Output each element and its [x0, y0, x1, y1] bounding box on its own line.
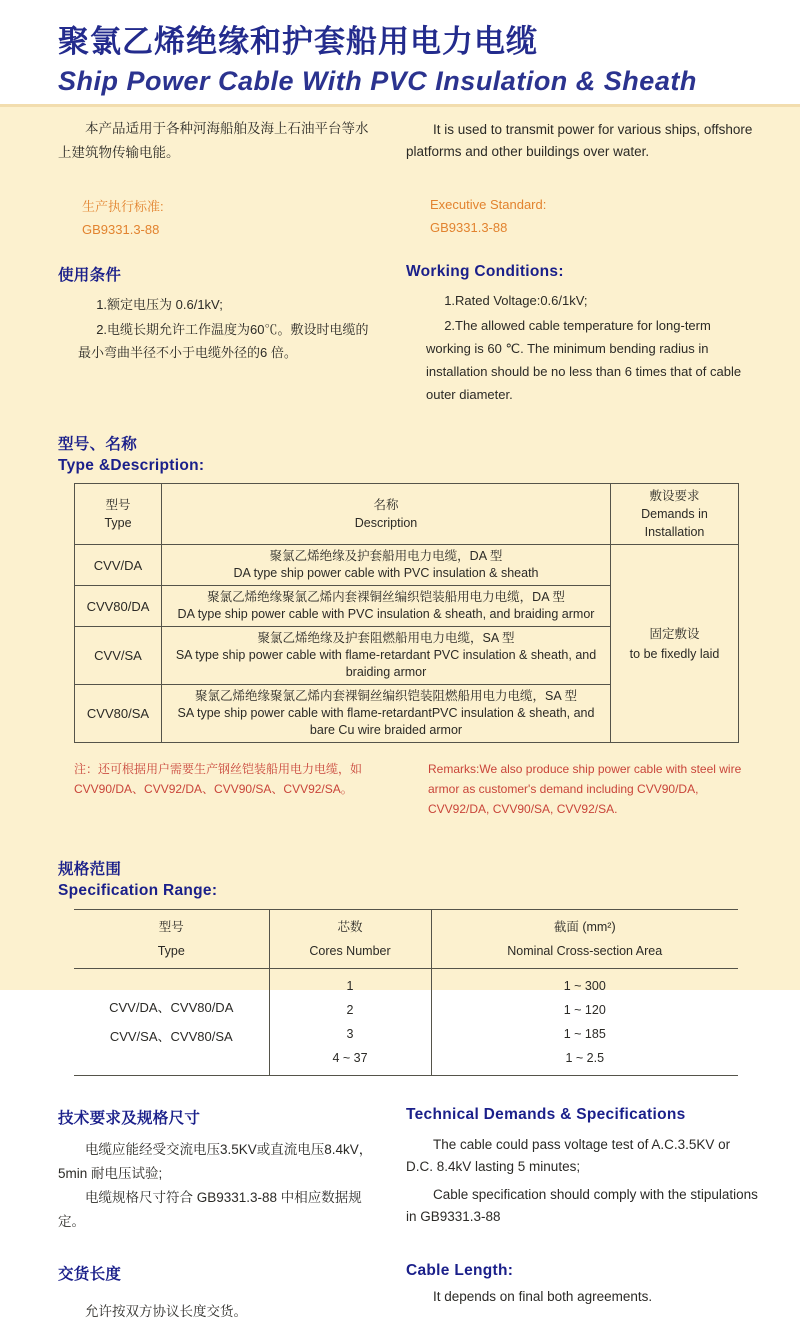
header-cell-installation [611, 484, 739, 545]
working-list-en [416, 289, 758, 406]
spec-heading-zh: 规格范围 [58, 861, 122, 878]
install-en: to be fixedly laid [629, 646, 720, 661]
cores-value: 2 [346, 1003, 354, 1017]
page-header [0, 0, 800, 104]
cell-description [162, 685, 611, 743]
standard-value-en: GB9331.3-88 [430, 220, 508, 235]
remarks [74, 759, 758, 819]
desc-zh: 聚氯乙烯绝缘及护套阻燃船用电力电缆，SA 型 [257, 631, 515, 645]
standard-value-zh: GB9331.3-88 [82, 222, 160, 237]
intro-text-zh: 本产品适用于各种河海船舶及海上石油平台等水上建筑物传输电能。 [58, 121, 369, 160]
header-cell-area [431, 910, 738, 969]
cell-description [162, 586, 611, 627]
header-desc-zh: 名称 [373, 498, 399, 512]
page-title-zh: 聚氯乙烯绝缘和护套船用电力电缆 [58, 24, 538, 59]
cores-value: 1 [346, 979, 354, 993]
type-heading-en: Type &Description: [58, 457, 205, 474]
table-row [75, 545, 739, 586]
header-inst-en2: Installation [644, 525, 705, 539]
cell-cores [269, 969, 431, 1076]
working-item-zh: 1.额定电压为 0.6/1kV; [96, 297, 223, 312]
spec-cores-en: Cores Number [309, 944, 391, 958]
cell-description [162, 545, 611, 586]
length-body-en: It depends on final both agreements. [433, 1289, 653, 1304]
tech-item-zh: 电缆规格尺寸符合 GB9331.3-88 中相应数据规定。 [58, 1190, 362, 1229]
area-value: 1 ~ 120 [563, 1003, 606, 1017]
working-conditions-section [58, 263, 758, 408]
cable-length-section [58, 1262, 758, 1324]
cores-value: 4 ~ 37 [332, 1051, 368, 1065]
spec-type-line: CVV/SA、CVV80/SA [109, 1029, 233, 1044]
install-zh: 固定敷设 [649, 626, 700, 641]
working-item-en: 2.The allowed cable temperature for long-term working is 60 ℃. The minimum bending radius in installation should be no less than 6 times that of cable outer diameter. [426, 318, 742, 402]
spec-type-zh: 型号 [158, 920, 184, 934]
spec-type-line: CVV/DA、CVV80/DA [109, 1000, 234, 1015]
remark-en: Remarks:We also produce ship power cable with steel wire armor as customer's demand including CVV90/DA, CVV92/DA, CVV90/SA, CVV92/SA. [428, 762, 742, 816]
header-type-zh: 型号 [105, 498, 131, 512]
tech-heading-en: Technical Demands & Specifications [406, 1106, 686, 1123]
type-description-table [74, 483, 739, 743]
type-description-section [58, 432, 758, 819]
table-header-row [75, 484, 739, 545]
cell-type: CVV80/SA [75, 685, 162, 743]
spec-cores-zh: 芯数 [337, 920, 363, 934]
intro-text-en: It is used to transmit power for various ships, offshore platforms and other buildings over water. [406, 122, 753, 159]
length-heading-en: Cable Length: [406, 1262, 514, 1279]
type-heading-zh: 型号、名称 [58, 436, 138, 453]
desc-zh: 聚氯乙烯绝缘聚氯乙烯内套裸铜丝编织铠装阻燃船用电力电缆，SA 型 [195, 689, 577, 703]
tech-item-en: Cable specification should comply with the stipulations in GB9331.3-88 [406, 1187, 758, 1224]
working-item-en: 1.Rated Voltage:0.6/1kV; [444, 293, 588, 308]
desc-en: SA type ship power cable with flame-retardant PVC insulation & sheath, and braiding armor [175, 648, 597, 679]
header-cell-cores [269, 910, 431, 969]
header-cell-type [74, 910, 269, 969]
standard-label-en: Executive Standard: [430, 197, 547, 212]
cell-installation [611, 545, 739, 743]
tech-item-en: The cable could pass voltage test of A.C.3.5KV or D.C. 8.4kV lasting 5 minutes; [406, 1137, 731, 1174]
header-inst-zh: 敷设要求 [649, 489, 700, 503]
tech-item-zh: 电缆应能经受交流电压3.5KV或直流电压8.4kV，5min 耐电压试验; [58, 1142, 373, 1181]
working-heading-en: Working Conditions: [406, 263, 564, 280]
header-desc-en: Description [354, 516, 418, 530]
desc-zh: 聚氯乙烯绝缘聚氯乙烯内套裸铜丝编织铠装船用电力电缆，DA 型 [207, 590, 565, 604]
header-type-en: Type [104, 516, 132, 530]
header-inst-en1: Demands in [641, 507, 708, 521]
table-header-row [74, 910, 738, 969]
tech-body-en [406, 1134, 758, 1228]
cell-description [162, 627, 611, 685]
area-value: 1 ~ 2.5 [565, 1051, 605, 1065]
standard-label-zh: 生产执行标准: [82, 199, 164, 214]
intro-section [58, 113, 758, 241]
desc-en: DA type ship power cable with PVC insulation & sheath, and braiding armor [177, 607, 595, 621]
desc-en: DA type ship power cable with PVC insulation & sheath [233, 566, 539, 580]
specification-table [74, 909, 738, 1076]
desc-zh: 聚氯乙烯绝缘及护套船用电力电缆，DA 型 [269, 549, 503, 563]
page-title-en: Ship Power Cable With PVC Insulation & Sheath [58, 66, 697, 96]
working-heading-zh: 使用条件 [58, 267, 122, 284]
remark-zh: 注：还可根据用户需要生产钢丝铠装船用电力电缆，如 CVV90/DA、CVV92/DA、CVV90/SA、CVV92/SA。 [74, 762, 363, 796]
cell-type: CVV80/DA [75, 586, 162, 627]
table-body-row [74, 969, 738, 1076]
tech-heading-zh: 技术要求及规格尺寸 [58, 1110, 201, 1127]
area-value: 1 ~ 300 [563, 979, 606, 993]
desc-en: SA type ship power cable with flame-retardantPVC insulation & sheath, and bare Cu wire braided armor [177, 706, 595, 737]
header-cell-type [75, 484, 162, 545]
cell-areas [431, 969, 738, 1076]
spec-heading-en: Specification Range: [58, 882, 218, 899]
cell-types [74, 969, 269, 1076]
working-list-zh [68, 293, 380, 364]
length-heading-zh: 交货长度 [58, 1266, 122, 1283]
working-item-zh: 2.电缆长期允许工作温度为60℃。敷设时电缆的最小弯曲半径不小于电缆外径的6 倍。 [78, 322, 369, 360]
header-cell-description [162, 484, 611, 545]
cell-type: CVV/SA [75, 627, 162, 685]
spec-area-zh: 截面 (mm²) [553, 920, 616, 934]
specification-section [58, 857, 758, 1076]
standard-zh [82, 195, 380, 241]
spec-area-en: Nominal Cross-section Area [507, 944, 663, 958]
length-body-zh: 允许按双方协议长度交货。 [85, 1304, 247, 1319]
tech-body-zh [58, 1138, 380, 1234]
area-value: 1 ~ 185 [563, 1027, 606, 1041]
cell-type: CVV/DA [75, 545, 162, 586]
content-panel [0, 104, 800, 1319]
spec-type-en: Type [157, 944, 185, 958]
standard-en [430, 193, 758, 239]
technical-section [58, 1106, 758, 1234]
cores-value: 3 [346, 1027, 354, 1041]
